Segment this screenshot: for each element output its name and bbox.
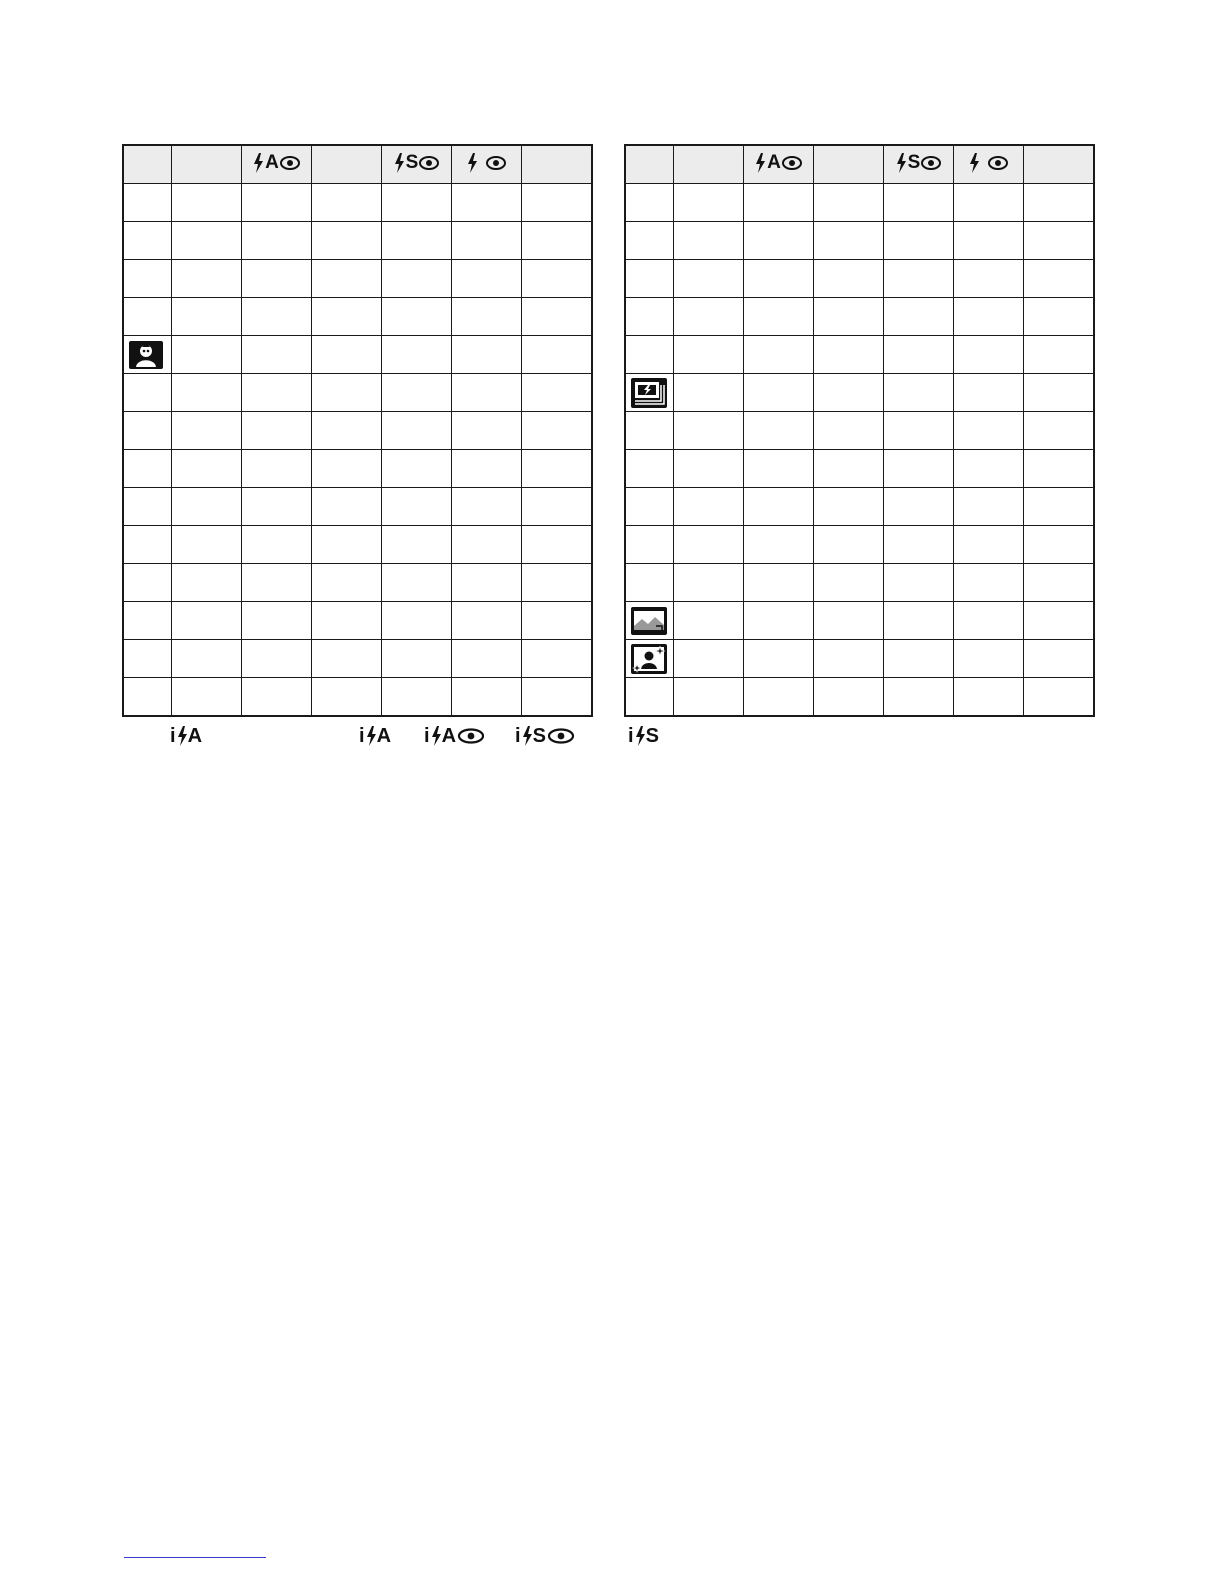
table-cell <box>172 336 242 374</box>
table-cell <box>452 260 522 298</box>
header-cell <box>312 145 382 184</box>
table-cell <box>312 260 382 298</box>
header-cell-flash-auto-red-eye <box>242 145 312 184</box>
table-row <box>625 488 1094 526</box>
table-cell <box>382 222 452 260</box>
table-cell <box>674 260 744 298</box>
table-cell <box>382 298 452 336</box>
table-row <box>123 222 592 260</box>
flash-icon <box>431 726 442 746</box>
flash-mode-letter: A <box>376 725 392 747</box>
table-row <box>625 222 1094 260</box>
header-cell <box>1024 145 1095 184</box>
table-cell <box>172 602 242 640</box>
flash-auto-red-eye-symbol <box>253 153 300 173</box>
table-row <box>625 298 1094 336</box>
table-cell <box>954 564 1024 602</box>
table-cell <box>744 260 814 298</box>
table-cell <box>312 602 382 640</box>
scene-cell <box>123 602 172 640</box>
table-cell <box>242 450 312 488</box>
flash-mode-letter: S <box>405 152 419 173</box>
scene-cell <box>625 602 674 640</box>
table-cell <box>1024 678 1095 717</box>
flash-mode-letter: S <box>532 725 546 747</box>
table-cell <box>522 678 593 717</box>
table-row <box>123 564 592 602</box>
table-cell <box>1024 298 1095 336</box>
scene-cell <box>123 298 172 336</box>
legend-item-intelligent-flash-auto <box>170 726 203 746</box>
table-cell <box>954 222 1024 260</box>
flash-icon <box>394 153 405 173</box>
header-row <box>123 145 592 184</box>
table-cell <box>674 336 744 374</box>
flash-icon <box>177 726 188 746</box>
table-cell <box>172 678 242 717</box>
table-cell <box>242 184 312 222</box>
table-cell <box>744 564 814 602</box>
table-cell <box>1024 184 1095 222</box>
header-cell <box>814 145 884 184</box>
red-eye-icon <box>921 156 941 170</box>
table-row <box>625 564 1094 602</box>
legend-item-intelligent-flash-auto-red-eye <box>424 726 485 746</box>
table-row <box>123 450 592 488</box>
intelligent-prefix: i <box>628 725 634 747</box>
table-cell <box>382 602 452 640</box>
table-cell <box>382 184 452 222</box>
table-cell <box>242 336 312 374</box>
header-cell <box>172 145 242 184</box>
table-cell <box>312 526 382 564</box>
flash-settings-table-right <box>624 144 1095 717</box>
table-cell <box>1024 564 1095 602</box>
flash-slow-red-eye-symbol <box>896 153 942 173</box>
table-cell <box>452 678 522 717</box>
intelligent-prefix: i <box>515 725 521 747</box>
scene-cell <box>625 678 674 717</box>
flash-slow-red-eye-symbol <box>394 153 440 173</box>
table-cell <box>954 488 1024 526</box>
red-eye-icon <box>280 156 300 170</box>
intelligent-flash-legend <box>0 726 1224 756</box>
table-row <box>625 526 1094 564</box>
scene-cell <box>625 488 674 526</box>
red-eye-icon <box>782 156 802 170</box>
legend-item-intelligent-flash-slow-red-eye <box>515 726 575 746</box>
table-body <box>123 184 592 717</box>
table-cell <box>522 488 593 526</box>
table-cell <box>312 184 382 222</box>
table-cell <box>674 488 744 526</box>
header-cell <box>522 145 593 184</box>
header-cell-flash-slow-red-eye <box>382 145 452 184</box>
flash-mode-letter: S <box>907 152 921 173</box>
table-cell <box>674 640 744 678</box>
table-cell <box>884 298 954 336</box>
table-cell <box>884 640 954 678</box>
scene-cell <box>123 564 172 602</box>
table-cell <box>884 678 954 717</box>
table-cell <box>1024 336 1095 374</box>
table-cell <box>242 298 312 336</box>
table-cell <box>452 450 522 488</box>
table-cell <box>674 298 744 336</box>
flash-auto-red-eye-symbol <box>755 153 802 173</box>
table-cell <box>522 184 593 222</box>
table-cell <box>674 564 744 602</box>
table-cell <box>954 640 1024 678</box>
table-cell <box>814 564 884 602</box>
table-cell <box>312 640 382 678</box>
table-cell <box>674 222 744 260</box>
table-row <box>123 412 592 450</box>
table-cell <box>382 260 452 298</box>
table-cell <box>954 298 1024 336</box>
table-cell <box>522 260 593 298</box>
intelligent-prefix: i <box>359 725 365 747</box>
table-row <box>123 184 592 222</box>
table-cell <box>884 564 954 602</box>
table-cell <box>814 336 884 374</box>
scene-cell <box>123 222 172 260</box>
table-cell <box>884 184 954 222</box>
table-cell <box>744 412 814 450</box>
table-cell <box>814 260 884 298</box>
table-cell <box>382 640 452 678</box>
table-row <box>123 602 592 640</box>
table-cell <box>674 374 744 412</box>
table-cell <box>884 412 954 450</box>
table-cell <box>814 450 884 488</box>
table-row <box>123 336 592 374</box>
table-cell <box>382 450 452 488</box>
table-cell <box>242 222 312 260</box>
table-cell <box>954 412 1024 450</box>
table-cell <box>954 336 1024 374</box>
scene-cell <box>625 298 674 336</box>
table-cell <box>814 488 884 526</box>
scene-cell <box>123 640 172 678</box>
table-cell <box>522 602 593 640</box>
table-cell <box>312 564 382 602</box>
table-cell <box>674 412 744 450</box>
table-cell <box>954 374 1024 412</box>
table-cell <box>452 374 522 412</box>
table-cell <box>1024 640 1095 678</box>
table-row <box>625 336 1094 374</box>
table-cell <box>172 222 242 260</box>
table-cell <box>522 222 593 260</box>
table-cell <box>884 488 954 526</box>
flash-icon <box>253 153 264 173</box>
red-eye-icon <box>547 728 575 744</box>
table-row <box>123 526 592 564</box>
table-cell <box>172 488 242 526</box>
table-cell <box>814 640 884 678</box>
header-cell-flash-slow-red-eye <box>884 145 954 184</box>
table-cell <box>242 564 312 602</box>
table-cell <box>242 526 312 564</box>
table-cell <box>954 260 1024 298</box>
table-row <box>123 640 592 678</box>
header-cell <box>674 145 744 184</box>
table-cell <box>522 374 593 412</box>
scene-cell <box>625 374 674 412</box>
table-cell <box>312 336 382 374</box>
table-cell <box>814 374 884 412</box>
flash-burst-scene-icon <box>630 377 668 409</box>
table-cell <box>452 602 522 640</box>
table-cell <box>382 374 452 412</box>
legend-item-intelligent-flash-slow <box>628 726 660 746</box>
table-cell <box>954 184 1024 222</box>
table-row <box>625 374 1094 412</box>
scene-cell <box>123 678 172 717</box>
table-row <box>123 488 592 526</box>
table-cell <box>522 412 593 450</box>
table-cell <box>382 526 452 564</box>
scene-cell <box>625 184 674 222</box>
table-cell <box>522 640 593 678</box>
table-cell <box>744 602 814 640</box>
table-cell <box>312 222 382 260</box>
flash-icon <box>366 726 377 746</box>
flash-icon <box>969 153 980 173</box>
table-row <box>123 374 592 412</box>
table-cell <box>954 450 1024 488</box>
table-cell <box>312 450 382 488</box>
table-cell <box>382 336 452 374</box>
table-cell <box>674 678 744 717</box>
table-cell <box>674 450 744 488</box>
table-cell <box>1024 222 1095 260</box>
table-cell <box>522 564 593 602</box>
table-cell <box>674 526 744 564</box>
table-row <box>625 184 1094 222</box>
table-cell <box>522 336 593 374</box>
intelligent-prefix: i <box>170 725 176 747</box>
table-row <box>625 450 1094 488</box>
red-eye-icon <box>486 156 506 170</box>
red-eye-icon <box>419 156 439 170</box>
table-cell <box>954 602 1024 640</box>
table-cell <box>744 678 814 717</box>
table-cell <box>312 298 382 336</box>
table-cell <box>242 260 312 298</box>
table-cell <box>744 374 814 412</box>
table-cell <box>814 412 884 450</box>
sparkle-portrait-scene-icon <box>630 643 668 675</box>
table-cell <box>1024 602 1095 640</box>
scene-cell <box>625 564 674 602</box>
table-cell <box>1024 488 1095 526</box>
table-row <box>123 678 592 717</box>
table-cell <box>884 222 954 260</box>
table-cell <box>814 602 884 640</box>
table-cell <box>674 184 744 222</box>
table-cell <box>522 450 593 488</box>
table-cell <box>744 184 814 222</box>
table-row <box>123 260 592 298</box>
table-cell <box>744 640 814 678</box>
table-cell <box>382 488 452 526</box>
table-cell <box>814 678 884 717</box>
table-cell <box>242 678 312 717</box>
table-cell <box>452 336 522 374</box>
flash-mode-letter: A <box>441 725 457 747</box>
scene-cell <box>625 640 674 678</box>
scene-cell <box>625 450 674 488</box>
header-cell <box>123 145 172 184</box>
table-cell <box>814 184 884 222</box>
table-cell <box>172 260 242 298</box>
table-cell <box>312 678 382 717</box>
table-cell <box>1024 450 1095 488</box>
table-cell <box>884 602 954 640</box>
scene-cell <box>123 526 172 564</box>
table-cell <box>522 298 593 336</box>
scene-cell <box>625 412 674 450</box>
scene-cell <box>123 374 172 412</box>
table-cell <box>452 222 522 260</box>
table-cell <box>744 526 814 564</box>
table-cell <box>814 298 884 336</box>
table-cell <box>172 184 242 222</box>
flash-icon <box>467 153 478 173</box>
scene-cell <box>625 260 674 298</box>
table-cell <box>172 450 242 488</box>
table-cell <box>884 374 954 412</box>
table-cell <box>1024 260 1095 298</box>
table-cell <box>452 298 522 336</box>
table-cell <box>312 412 382 450</box>
table-cell <box>452 640 522 678</box>
header-cell-flash-on-red-eye <box>954 145 1024 184</box>
panorama-scene-icon <box>630 606 668 636</box>
table-cell <box>242 602 312 640</box>
table-cell <box>242 640 312 678</box>
table-body <box>625 184 1094 717</box>
table-cell <box>242 412 312 450</box>
table-cell <box>954 678 1024 717</box>
scene-cell <box>123 488 172 526</box>
flash-on-red-eye-symbol <box>467 153 506 173</box>
header-row <box>625 145 1094 184</box>
table-cell <box>1024 374 1095 412</box>
flash-mode-letter: S <box>645 725 659 747</box>
table-cell <box>172 298 242 336</box>
table-row <box>625 260 1094 298</box>
table-cell <box>814 222 884 260</box>
header-cell <box>625 145 674 184</box>
footnote-rule <box>124 1557 266 1558</box>
table-cell <box>382 564 452 602</box>
table-cell <box>242 488 312 526</box>
table-cell <box>1024 412 1095 450</box>
table-cell <box>884 526 954 564</box>
scene-cell <box>123 260 172 298</box>
table-row <box>123 298 592 336</box>
baby-portrait-scene-icon <box>128 340 164 370</box>
table-cell <box>744 222 814 260</box>
table-cell <box>452 526 522 564</box>
red-eye-icon <box>988 156 1008 170</box>
scene-cell <box>123 336 172 374</box>
flash-on-red-eye-symbol <box>969 153 1008 173</box>
red-eye-icon <box>457 728 485 744</box>
table-cell <box>814 526 884 564</box>
table-cell <box>452 184 522 222</box>
table-cell <box>382 678 452 717</box>
flash-mode-letter: A <box>265 152 279 173</box>
table-cell <box>452 488 522 526</box>
table-cell <box>172 412 242 450</box>
scene-cell <box>123 184 172 222</box>
table-cell <box>452 412 522 450</box>
table-row <box>625 640 1094 678</box>
scene-cell <box>625 526 674 564</box>
table-cell <box>312 374 382 412</box>
scene-cell <box>625 336 674 374</box>
table-cell <box>954 526 1024 564</box>
table-cell <box>242 374 312 412</box>
table-cell <box>172 640 242 678</box>
flash-icon <box>522 726 533 746</box>
table-cell <box>744 298 814 336</box>
table-row <box>625 602 1094 640</box>
table-cell <box>312 488 382 526</box>
table-cell <box>382 412 452 450</box>
header-cell-flash-on-red-eye <box>452 145 522 184</box>
flash-icon <box>635 726 646 746</box>
table-cell <box>884 336 954 374</box>
table-cell <box>1024 526 1095 564</box>
table-row <box>625 678 1094 717</box>
flash-mode-letter: A <box>767 152 781 173</box>
table-cell <box>744 450 814 488</box>
table-cell <box>744 488 814 526</box>
scene-cell <box>123 450 172 488</box>
scene-cell <box>123 412 172 450</box>
legend-item-intelligent-flash-auto <box>359 726 392 746</box>
table-cell <box>172 374 242 412</box>
table-cell <box>522 526 593 564</box>
table-cell <box>884 260 954 298</box>
table-cell <box>452 564 522 602</box>
scene-cell <box>625 222 674 260</box>
table-cell <box>884 450 954 488</box>
flash-mode-letter: A <box>187 725 203 747</box>
flash-icon <box>896 153 907 173</box>
table-cell <box>674 602 744 640</box>
flash-icon <box>755 153 766 173</box>
flash-settings-table-left <box>122 144 593 717</box>
table-row <box>625 412 1094 450</box>
intelligent-prefix: i <box>424 725 430 747</box>
table-cell <box>172 564 242 602</box>
table-cell <box>172 526 242 564</box>
header-cell-flash-auto-red-eye <box>744 145 814 184</box>
table-cell <box>744 336 814 374</box>
